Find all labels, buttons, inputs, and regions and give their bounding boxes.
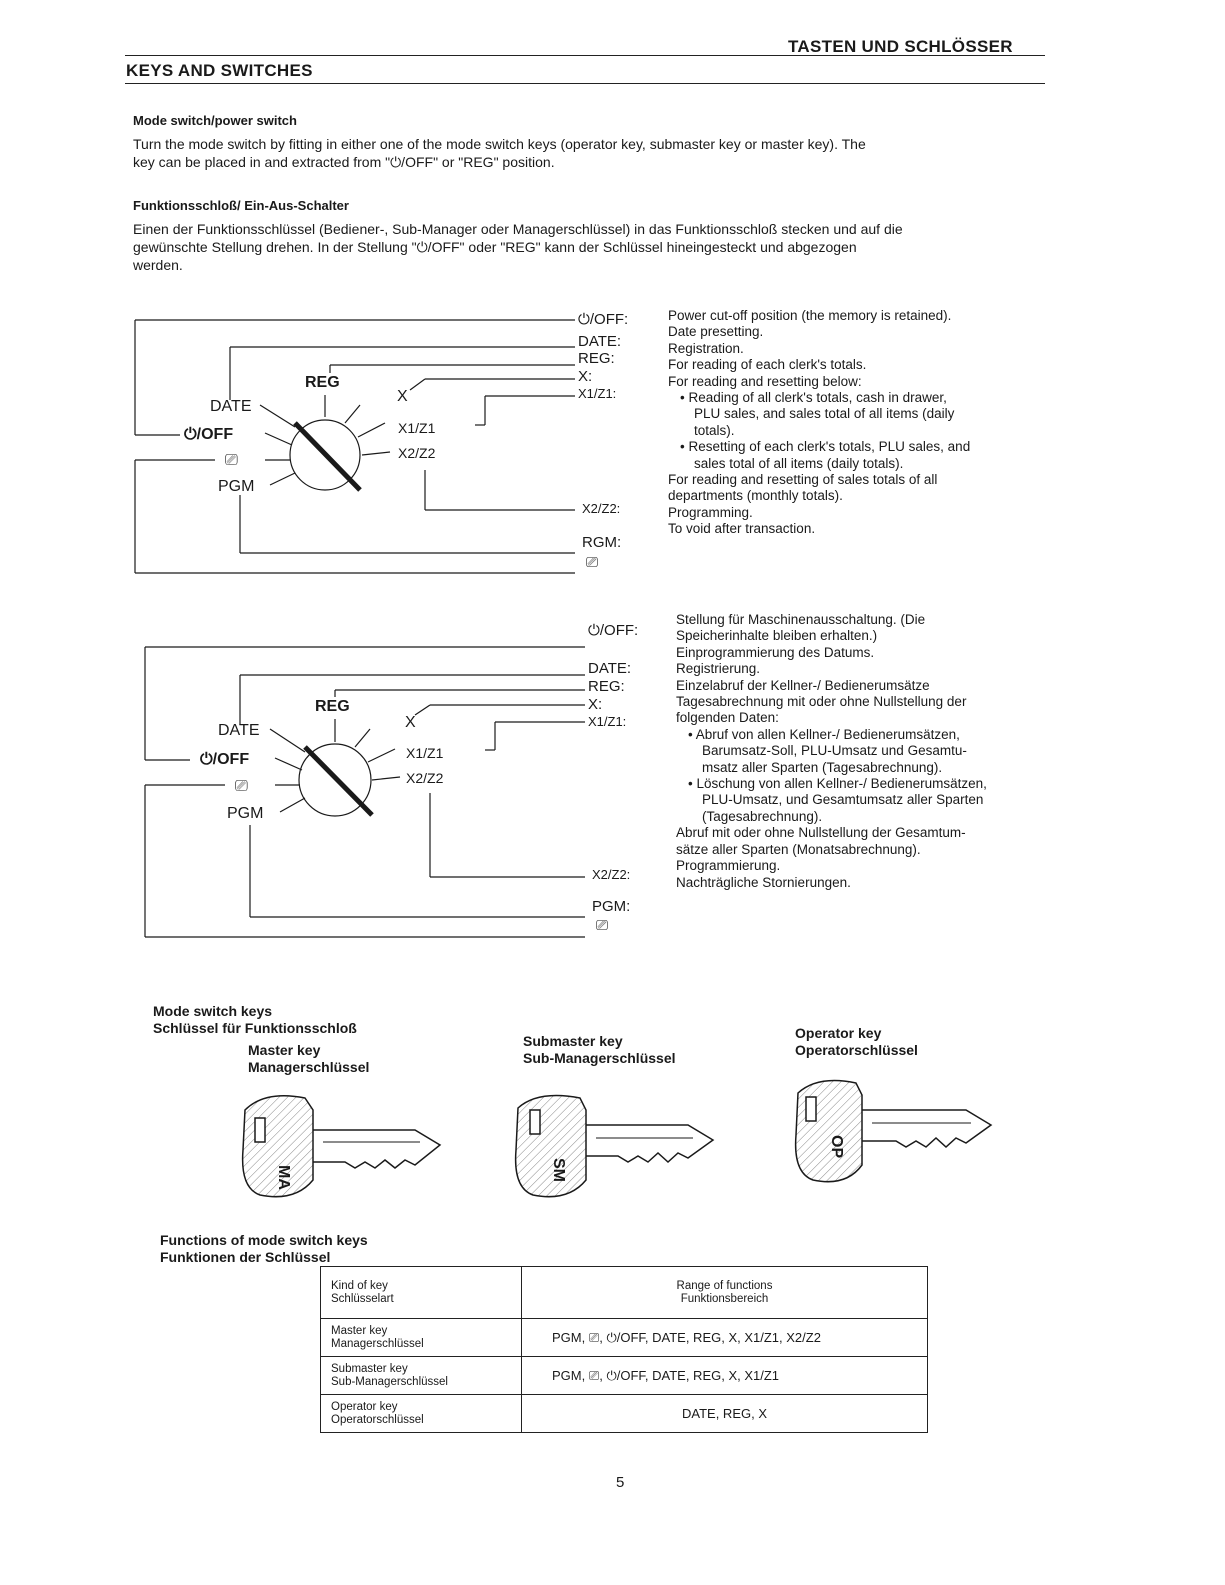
desc-line: Registration. bbox=[668, 340, 744, 356]
desc-line: To void after transaction. bbox=[668, 521, 816, 537]
desc-line: Tagesabrechnung mit oder ohne Nullstellung der bbox=[676, 694, 967, 710]
diagram-label-date: DATE bbox=[218, 722, 260, 739]
desc-line: • Reading of all clerk's totals, cash in drawer, bbox=[680, 390, 947, 406]
desc-line: Abruf mit oder ohne Nullstellung der Gesamtum- bbox=[676, 825, 966, 841]
text-line: key can be placed in and extracted from "⏻/OFF" or "REG" position. bbox=[133, 154, 555, 170]
diagram-label-x: X bbox=[397, 388, 408, 405]
keys-title bbox=[153, 1003, 357, 1037]
desc-line: Nachträgliche Stornierungen. bbox=[676, 874, 851, 890]
functions-table bbox=[320, 1266, 928, 1433]
desc-line: totals). bbox=[694, 422, 735, 438]
key-engraving: SM bbox=[550, 1158, 567, 1182]
position-label: REG: bbox=[588, 678, 625, 695]
desc-line: Programmierung. bbox=[676, 858, 781, 874]
row-key-en: Submaster key bbox=[331, 1362, 408, 1375]
desc-line: Speicherinhalte bleiben erhalten.) bbox=[676, 628, 878, 644]
text-line: Turn the mode switch by fitting in either one of the mode switch keys (operator key, submaster key or master key). The bbox=[133, 136, 866, 152]
diagram-label-void: ⎚ bbox=[235, 778, 248, 795]
diagram-label-x2z2: X2/Z2 bbox=[398, 445, 436, 461]
position-label: ⎚ bbox=[586, 554, 599, 571]
operator-key-en: Operator key bbox=[795, 1025, 882, 1041]
desc-line: msatz aller Sparten (Tagesabrechnung). bbox=[702, 759, 943, 775]
submaster-key-de: Sub-Managerschlüssel bbox=[523, 1050, 676, 1066]
position-label: X2/Z2: bbox=[582, 501, 621, 516]
key-engraving: MA bbox=[275, 1165, 292, 1190]
desc-line: PLU sales, and sales total of all items (daily bbox=[694, 406, 955, 422]
diagram-label-off: ⏻/OFF bbox=[200, 751, 250, 768]
table-header-row bbox=[321, 1267, 928, 1319]
position-label: REG: bbox=[578, 350, 615, 367]
page-number: 5 bbox=[616, 1474, 625, 1491]
table-row bbox=[321, 1319, 928, 1357]
operator-key-de: Operatorschlüssel bbox=[795, 1042, 918, 1058]
table-cell bbox=[321, 1395, 522, 1433]
mode-switch-diagram-de bbox=[120, 615, 680, 955]
header-title-en: KEYS AND SWITCHES bbox=[126, 61, 313, 80]
position-label: RGM: bbox=[582, 534, 622, 551]
desc-line: Power cut-off position (the memory is retained). bbox=[668, 308, 952, 323]
position-label: ⏻/OFF: bbox=[588, 622, 639, 639]
diagram-label-x: X bbox=[405, 714, 416, 731]
row-key-en: Master key bbox=[331, 1324, 388, 1337]
master-key-en: Master key bbox=[248, 1042, 321, 1058]
section-text-de bbox=[133, 220, 1053, 274]
keys-title-de: Schlüssel für Funktionsschloß bbox=[153, 1020, 357, 1036]
table-row bbox=[321, 1395, 928, 1433]
header-col2-en: Range of functions bbox=[676, 1279, 773, 1292]
diagram-label-x1z1: X1/Z1 bbox=[406, 745, 444, 761]
mode-switch-diagram-en bbox=[120, 295, 680, 595]
position-label: X: bbox=[578, 368, 593, 385]
functions-title-en: Functions of mode switch keys bbox=[160, 1232, 368, 1248]
key-engraving: OP bbox=[828, 1135, 845, 1159]
position-label: DATE: bbox=[578, 333, 622, 350]
row-range: DATE, REG, X bbox=[682, 1406, 767, 1421]
desc-line: Einzelabruf der Kellner-/ Bedienerumsätze bbox=[676, 677, 930, 693]
text-line: gewünschte Stellung drehen. In der Stellung "⏻/OFF" oder "REG" kann der Schlüssel hineingesteckt und abgezogen bbox=[133, 239, 857, 255]
desc-line: folgenden Daten: bbox=[676, 710, 779, 726]
table-cell bbox=[321, 1319, 522, 1357]
table-cell bbox=[522, 1357, 928, 1395]
position-label: X: bbox=[588, 696, 603, 713]
row-key-de: Managerschlüssel bbox=[331, 1337, 424, 1350]
master-key-icon bbox=[235, 1090, 455, 1205]
operator-key-caption bbox=[795, 1025, 918, 1059]
diagram-label-pgm: PGM bbox=[227, 805, 264, 822]
table-header-cell bbox=[522, 1267, 928, 1319]
diagram-label-x1z1: X1/Z1 bbox=[398, 420, 436, 436]
header-col1-en: Kind of key bbox=[331, 1279, 388, 1292]
desc-line: For reading and resetting below: bbox=[668, 373, 862, 389]
header-col1-de: Schlüsselart bbox=[331, 1292, 394, 1305]
section-title-de: Funktionsschloß/ Ein-Aus-Schalter bbox=[133, 198, 349, 213]
operator-key-icon bbox=[788, 1075, 1008, 1190]
position-label: DATE: bbox=[588, 660, 632, 677]
functions-title-de: Funktionen der Schlüssel bbox=[160, 1249, 331, 1265]
diagram-label-off: ⏻/OFF bbox=[184, 426, 234, 443]
desc-line: Einprogrammierung des Datums. bbox=[676, 644, 875, 660]
text-line: Einen der Funktionsschlüssel (Bediener-, Sub-Manager oder Managerschlüssel) in das Funktionsschloß stecken und auf die bbox=[133, 221, 903, 237]
submaster-key-icon bbox=[508, 1090, 728, 1205]
diagram-label-void: ⎚ bbox=[225, 452, 238, 469]
desc-line: (Tagesabrechnung). bbox=[702, 808, 823, 824]
row-key-en: Operator key bbox=[331, 1400, 398, 1413]
diagram-label-pgm: PGM bbox=[218, 478, 255, 495]
row-range: PGM, ⎚, ⏻/OFF, DATE, REG, X, X1/Z1, X2/Z2 bbox=[552, 1330, 821, 1345]
section-title-en: Mode switch/power switch bbox=[133, 113, 297, 128]
table-cell bbox=[522, 1319, 928, 1357]
desc-line: • Abruf von allen Kellner-/ Bedienerumsätzen, bbox=[688, 726, 960, 742]
section-text-en bbox=[133, 135, 1053, 171]
text-line: werden. bbox=[133, 257, 183, 273]
position-label: PGM: bbox=[592, 898, 631, 915]
desc-line: For reading and resetting of sales totals of all bbox=[668, 472, 938, 488]
desc-line: • Löschung von allen Kellner-/ Bedienerumsätzen, bbox=[688, 776, 987, 792]
position-label: X1/Z1: bbox=[588, 714, 627, 729]
submaster-key-en: Submaster key bbox=[523, 1033, 623, 1049]
desc-line: PLU-Umsatz, und Gesamtumsatz aller Sparten bbox=[702, 792, 984, 808]
table-cell bbox=[522, 1395, 928, 1433]
table-cell bbox=[321, 1357, 522, 1395]
keys-title-en: Mode switch keys bbox=[153, 1003, 273, 1019]
diagram-label-x2z2: X2/Z2 bbox=[406, 770, 444, 786]
header-title-de: TASTEN UND SCHLÖSSER bbox=[788, 37, 1013, 56]
descriptions-de bbox=[676, 612, 1056, 891]
position-label: ⎚ bbox=[596, 917, 609, 934]
master-key-caption bbox=[248, 1042, 369, 1076]
position-label: X1/Z1: bbox=[578, 386, 617, 401]
header-col2-de: Funktionsbereich bbox=[680, 1292, 769, 1305]
header-rule-bottom bbox=[125, 83, 1045, 84]
desc-line: Barumsatz-Soll, PLU-Umsatz und Gesamtu- bbox=[702, 743, 967, 759]
desc-line: sales total of all items (daily totals). bbox=[694, 455, 904, 471]
diagram-label-reg: REG bbox=[305, 374, 340, 391]
desc-line: Date presetting. bbox=[668, 324, 764, 340]
desc-line: Programming. bbox=[668, 504, 753, 520]
desc-line: Registrierung. bbox=[676, 661, 761, 677]
desc-line: departments (monthly totals). bbox=[668, 488, 843, 504]
desc-line: • Resetting of each clerk's totals, PLU sales, and bbox=[680, 439, 971, 455]
desc-line: For reading of each clerk's totals. bbox=[668, 357, 867, 373]
diagram-label-reg: REG bbox=[315, 698, 350, 715]
functions-title bbox=[160, 1232, 368, 1266]
row-key-de: Operatorschlüssel bbox=[331, 1413, 424, 1426]
row-range: PGM, ⎚, ⏻/OFF, DATE, REG, X, X1/Z1 bbox=[552, 1368, 780, 1383]
desc-line: sätze aller Sparten (Monatsabrechnung). bbox=[676, 841, 921, 857]
position-label: ⏻/OFF: bbox=[578, 311, 629, 328]
desc-line: Stellung für Maschinenausschaltung. (Die bbox=[676, 612, 926, 627]
diagram-label-date: DATE bbox=[210, 398, 252, 415]
descriptions-en bbox=[668, 308, 1048, 538]
position-label: X2/Z2: bbox=[592, 867, 631, 882]
submaster-key-caption bbox=[523, 1033, 676, 1067]
table-header-cell bbox=[321, 1267, 522, 1319]
master-key-de: Managerschlüssel bbox=[248, 1059, 370, 1075]
table-row bbox=[321, 1357, 928, 1395]
row-key-de: Sub-Managerschlüssel bbox=[331, 1375, 448, 1388]
